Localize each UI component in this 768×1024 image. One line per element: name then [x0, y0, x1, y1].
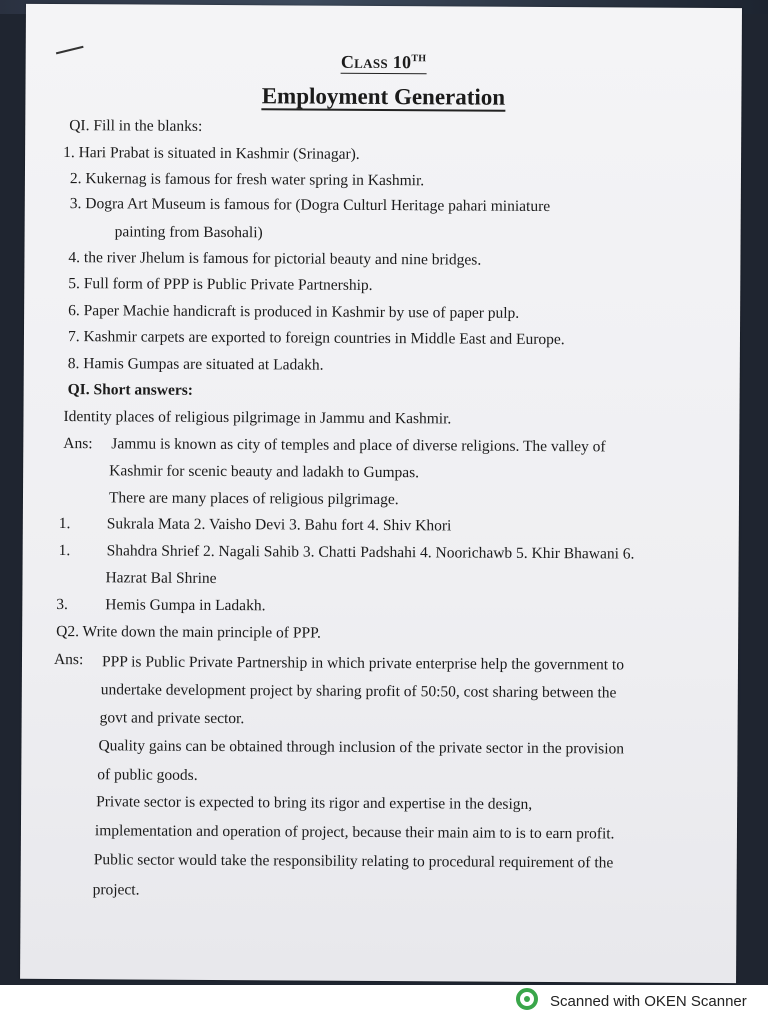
blank-item-8: 8. Hamis Gumpas are situated at Ladakh.	[67, 355, 324, 374]
section2-question: Identity places of religious pilgrimage in Jammu and Kashmir.	[63, 408, 452, 428]
section3-ans-label: Ans:	[53, 650, 84, 669]
document-title-text: Employment Generation	[261, 83, 506, 110]
blank-item-2: 2. Kukernag is famous for fresh water spring in Kashmir.	[69, 170, 425, 190]
section3-ans-line-5: of public goods.	[97, 766, 198, 784]
section3-ans-line-9: project.	[92, 881, 140, 899]
section2-heading: QI. Short answers:	[67, 381, 193, 399]
class-heading	[26, 50, 742, 75]
class-label: Class 10	[340, 51, 412, 73]
document-title	[25, 82, 741, 112]
blank-item-5: 5. Full form of PPP is Public Private Partnership.	[68, 275, 373, 294]
pilgrimage-list-item-2: Shahdra Shrief 2. Nagali Sahib 3. Chatti Padshahi 4. Noorichawb 5. Khir Bhawani 6.	[106, 542, 635, 563]
pilgrimage-list-item-3: Hemis Gumpa in Ladakh.	[105, 596, 266, 615]
section3-ans-line-8: Public sector would take the responsibility relating to procedural requirement of the	[93, 851, 614, 872]
blank-item-4: 4. the river Jhelum is famous for pictorial beauty and nine bridges.	[68, 249, 482, 269]
scanner-watermark	[516, 990, 747, 1012]
section3-ans-line-6: Private sector is expected to bring its rigor and expertise in the design,	[96, 793, 533, 813]
blank-item-1: 1. Hari Prabat is situated in Kashmir (Srinagar).	[63, 144, 360, 163]
oken-scanner-logo-icon	[516, 988, 538, 1014]
section2-ans-line-1: Jammu is known as city of temples and place of diverse religions. The valley of	[111, 435, 606, 456]
section2-ans-line-2: Kashmir for scenic beauty and ladakh to Gumpas.	[109, 462, 420, 482]
pilgrimage-list-item-2-cont: Hazrat Bal Shrine	[105, 569, 217, 587]
section3-question: Q2. Write down the main principle of PPP.	[56, 623, 321, 642]
section3-ans-line-1: PPP is Public Private Partnership in which private enterprise help the government to	[101, 653, 625, 674]
blank-item-7: 7. Kashmir carpets are exported to foreign countries in Middle East and Europe.	[67, 328, 565, 349]
pilgrimage-list-num-1: 1.	[58, 515, 71, 533]
pilgrimage-list-num-3: 3.	[56, 596, 69, 614]
section3-ans-line-3: govt and private sector.	[99, 709, 245, 728]
blank-item-3: 3. Dogra Art Museum is famous for (Dogra Culturl Heritage pahari miniature	[69, 195, 551, 216]
section3-ans-line-2: undertake development project by sharing profit of 50:50, cost sharing between the	[100, 681, 617, 702]
section3-ans-line-7: implementation and operation of project, because their main aim to is to earn profit.	[94, 822, 615, 843]
section2-ans-label: Ans:	[63, 435, 93, 453]
section2-ans-line-3: There are many places of religious pilgrimage.	[108, 489, 399, 509]
pilgrimage-list-item-1: Sukrala Mata 2. Vaisho Devi 3. Bahu fort 4. Shiv Khori	[106, 515, 452, 535]
scanner-watermark-text: Scanned with OKEN Scanner	[550, 992, 747, 1010]
section1-heading: QI. Fill in the blanks:	[69, 117, 203, 135]
blank-item-6: 6. Paper Machie handicraft is produced in Kashmir by use of paper pulp.	[68, 302, 520, 322]
section3-ans-line-4: Quality gains can be obtained through inclusion of the private sector in the provision	[98, 737, 625, 758]
class-superscript: TH	[411, 53, 427, 65]
blank-item-3-cont: painting from Basohali)	[114, 223, 263, 242]
pilgrimage-list-num-2: 1.	[58, 542, 71, 560]
document-page	[20, 4, 742, 983]
